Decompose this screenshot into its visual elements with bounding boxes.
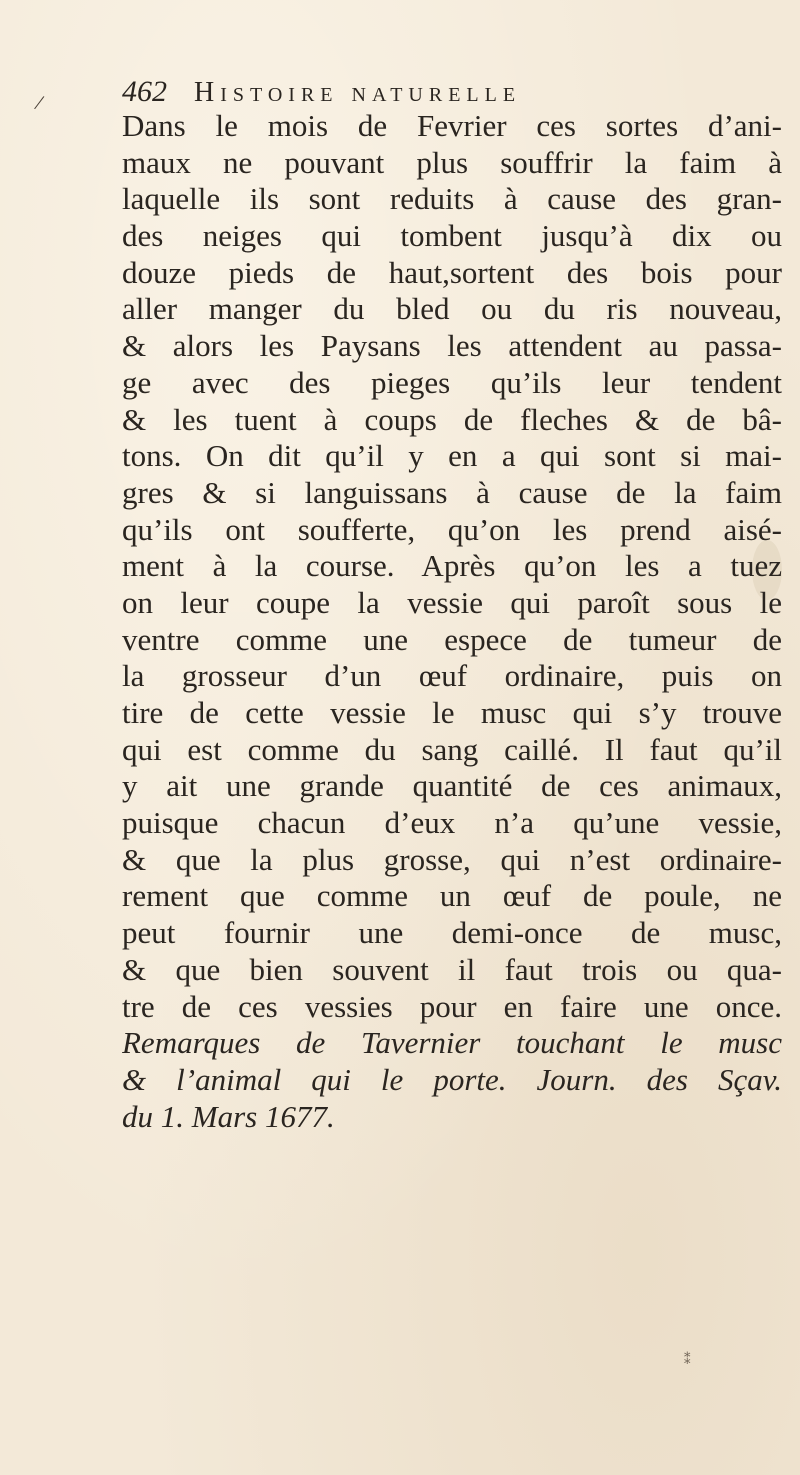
text-line: qui est comme du sang caillé. Il faut qu’il (122, 731, 782, 767)
text-line: douze pieds de haut,sortent des bois pour (122, 254, 782, 290)
text-line: peut fournir une demi-once de musc, (122, 915, 782, 951)
text-line: qu’ils ont soufferte, qu’on les prend aisé- (122, 511, 782, 547)
text-line: puisque chacun d’eux n’a qu’une vessie, (122, 805, 782, 841)
citation-line: Remarques de Tavernier touchant le musc (122, 1025, 782, 1061)
body-text (122, 108, 782, 1135)
running-header (122, 72, 722, 112)
running-title: Histoire naturelle (194, 77, 522, 108)
text-line: & les tuent à coups de fleches & de bâ- (122, 401, 782, 437)
text-line: tre de ces vessies pour en faire une once. (122, 988, 782, 1024)
text-line: tons. On dit qu’il y en a qui sont si mai- (122, 438, 782, 474)
text-line: ge avec des pieges qu’ils leur tendent (122, 364, 782, 400)
text-line: & que la plus grosse, qui n’est ordinaire- (122, 841, 782, 877)
text-line: tire de cette vessie le musc qui s’y trouve (122, 695, 782, 730)
text-line: laquelle ils sont reduits à cause des gran- (122, 181, 782, 217)
text-line: aller manger du bled ou du ris nouveau, (122, 291, 782, 327)
text-line: rement que comme un œuf de poule, ne (122, 878, 782, 914)
text-line: Dans le mois de Fevrier ces sortes d’ani- (122, 108, 782, 143)
text-line: des neiges qui tombent jusqu’à dix ou (122, 218, 782, 254)
text-line: & alors les Paysans les attendent au passa- (122, 328, 782, 364)
text-line: on leur coupe la vessie qui paroît sous le (122, 584, 782, 620)
text-line: y ait une grande quantité de ces animaux, (122, 768, 782, 804)
citation-line: du 1. Mars 1677. (122, 1098, 335, 1134)
text-line: la grosseur d’un œuf ordinaire, puis on (122, 658, 782, 694)
margin-pen-mark: / (32, 89, 47, 116)
text-line: & que bien souvent il faut trois ou qua- (122, 951, 782, 987)
text-line: gres & si languissans à cause de la faim (122, 474, 782, 510)
citation-line: & l’animal qui le porte. Journ. des Sçav. (122, 1061, 782, 1097)
text-line: maux ne pouvant plus souffrir la faim à (122, 144, 782, 180)
text-line: ventre comme une espece de tumeur de (122, 621, 782, 657)
stray-ink-mark: ⁑ (684, 1352, 691, 1367)
page-number: 462 (122, 75, 167, 108)
text-line: ment à la course. Après qu’on les a tuez (122, 548, 782, 584)
